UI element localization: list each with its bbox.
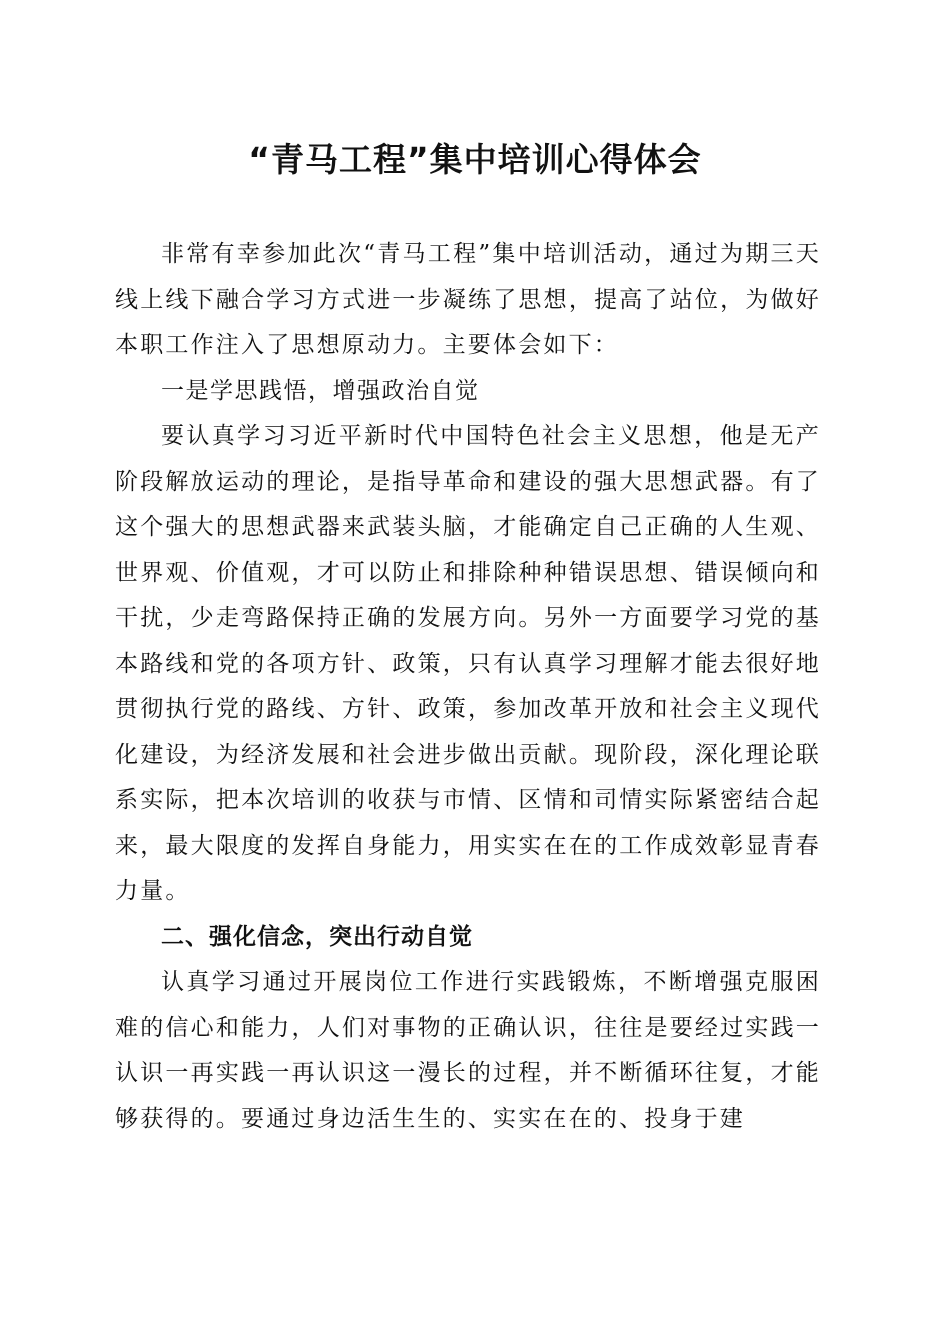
section-1-heading: 一是学思践悟，增强政治自觉 <box>161 377 480 404</box>
document-body <box>115 232 821 1142</box>
intro-paragraph: 非常有幸参加此次“青马工程”集中培训活动，通过为期三天线上线下融合学习方式进一步凝练了思想，提高了站位，为做好本职工作注入了思想原动力。主要体会如下： <box>115 241 821 358</box>
section-1-paragraph: 要认真学习习近平新时代中国特色社会主义思想，他是无产阶段解放运动的理论，是指导革命和建设的强大思想武器。有了这个强大的思想武器来武装头脑，才能确定自己正确的人生观、世界观、价值观，才可以防止和排除种种错误思想、错误倾向和干扰，少走弯路保持正确的发展方向。另外一方面要学习党的基本路线和党的各项方针、政策，只有认真学习理解才能去很好地贯彻执行党的路线、方针、政策，参加改革开放和社会主义现代化建设，为经济发展和社会进步做出贡献。现阶段，深化理论联系实际，把本次培训的收获与市情、区情和司情实际紧密结合起来，最大限度的发挥自身能力，用实实在在的工作成效彰显青春力量。 <box>115 423 821 904</box>
document-title: “青马工程”集中培训心得体会 <box>248 140 702 179</box>
section-2-paragraph: 认真学习通过开展岗位工作进行实践锻炼，不断增强克服困难的信心和能力，人们对事物的正确认识，往往是要经过实践一认识一再实践一再认识这一漫长的过程，并不断循环往复，才能够获得的。要通过身边活生生的、实实在在的、投身于建 <box>115 969 821 1132</box>
section-2-heading: 二、强化信念，突出行动自觉 <box>161 923 473 950</box>
